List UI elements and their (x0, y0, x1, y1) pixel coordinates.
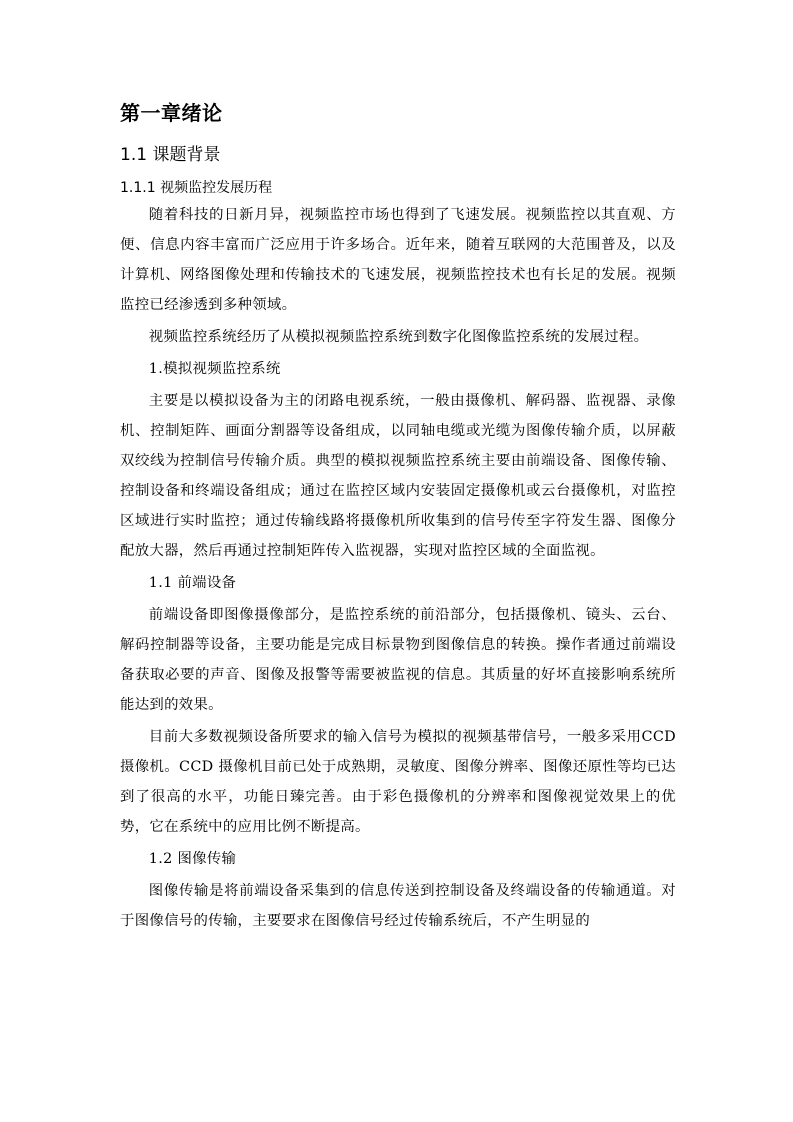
chapter-title: 第一章绪论 (120, 101, 223, 125)
paragraph-front-end-1: 前端设备即图像摄像部分，是监控系统的前沿部分，包括摄像机、镜头、云台、解码控制器等设备，主要功能是完成目标景物到图像信息的转换。操作者通过前端设备获取必要的声音、图像及报警等需要被监视的信息。其质量的好坏直接影响系统所能达到的效果。 (120, 607, 676, 713)
document-page (120, 98, 676, 938)
section-title: 1.1 课题背景 (120, 145, 221, 165)
paragraph-evolution: 视频监控系统经历了从模拟视频监控系统到数字化图像监控系统的发展过程。 (148, 329, 649, 345)
paragraph-intro: 随着科技的日新月异，视频监控市场也得到了飞速发展。视频监控以其直观、方便、信息内容丰富而广泛应用于许多场合。近年来，随着互联网的大范围普及，以及计算机、网络图像处理和传输技术的飞速发展，视频监控技术也有长足的发展。视频监控已经渗透到多种领域。 (120, 207, 676, 313)
paragraph-analog-system: 主要是以模拟设备为主的闭路电视系统，一般由摄像机、解码器、监视器、录像机、控制矩阵、画面分割器等设备组成，以同轴电缆或光缆为图像传输介质，以屏蔽双绞线为控制信号传输介质。典型的模拟视频监控系统主要由前端设备、图像传输、控制设备和终端设备组成；通过在监控区域内安装固定摄像机或云台摄像机，对监控区域进行实时监控；通过传输线路将摄像机所收集到的信号传至字符发生器、图像分配放大器，然后再通过控制矩阵传入监视器，实现对监控区域的全面监视。 (120, 393, 676, 559)
paragraph-image-transmission: 图像传输是将前端设备采集到的信息传送到控制设备及终端设备的传输通道。对于图像信号的传输，主要要求在图像信号经过传输系统后，不产生明显的 (120, 883, 676, 929)
item-image-transmission-title: 1.2 图像传输 (148, 851, 237, 867)
paragraph-front-end-2: 目前大多数视频设备所要求的输入信号为模拟的视频基带信号，一般多采用CCD 摄像机。CCD 摄像机目前已处于成熟期，灵敏度、图像分辨率、图像还原性等均已达到了很高的水平，功能日臻完善。由于彩色摄像机的分辨率和图像视觉效果上的优势，它在系统中的应用比例不断提高。 (120, 729, 676, 835)
subsection-title: 1.1.1 视频监控发展历程 (120, 180, 273, 196)
item-analog-system-title: 1.模拟视频监控系统 (148, 361, 281, 377)
item-front-end-title: 1.1 前端设备 (148, 575, 237, 591)
